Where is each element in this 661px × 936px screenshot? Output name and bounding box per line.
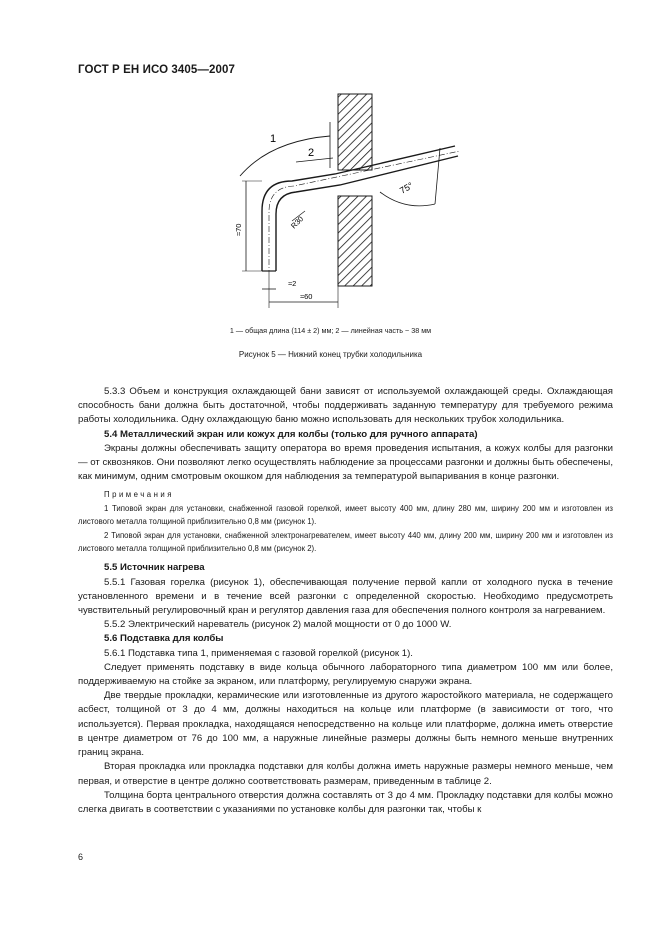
figure-caption: 1 — общая длина (114 ± 2) мм; 2 — линейная часть ~ 38 мм [229,326,432,335]
paragraph: Следует применять подставку в виде кольца обычного лабораторного типа диаметром 100 мм или более, поддерживаемую на стойке за экраном, или платформу, регулируемую снаружи экрана. [78,661,613,688]
paragraph: 5.5.1 Газовая горелка (рисунок 1), обеспечивающая получение первой капли от холодного пуска в течение установленного времени и в течение всей разгонки с определенной скоростью. Необходимо предусмотреть чувствительный регулировочный кран и регулятор давления газа для обеспечения полного контроля за нагреванием. [78,576,613,617]
radius-label: R30 [289,214,306,231]
wall-upper [338,94,372,170]
page-number: 6 [78,852,84,862]
paragraph: Толщина борта центрального отверстия должна составлять от 3 до 4 мм. Прокладку подставки для колбы можно слегка двигать в соответствии с указаниями по установке колбы для разгонки так, чтобы к [78,789,613,815]
leader-1 [240,136,330,176]
paragraph: 5.3.3 Объем и конструкция охлаждающей бани зависят от используемой охлаждающей среды. Охлаждающая способность бани должна быть достаточной, чтобы поддерживать заданную температуру для требуемого режима работы холодильника. Одну охлаждающую баню можно использовать для нескольких трубок холодильника. [78,386,613,426]
width-label: ≈60 [300,292,313,301]
height-label: ≈70 [234,223,243,236]
notes-heading: Примечания [104,490,175,500]
wall-lower [338,196,372,286]
condenser-tube-figure [230,86,480,316]
figure-title: Рисунок 5 — Нижний конец трубки холодильника [238,350,423,359]
section-heading: 5.6 Подставка для колбы [104,633,224,645]
paragraph: 5.5.2 Электрический нареватель (рисунок 2) малой мощности от 0 до 1000 W. [104,619,452,631]
notes-block [78,488,613,555]
note: 2 Типовой экран для установки, снабженной электронагревателем, имеет высоту 440 мм, длину 200 мм, ширину 200 мм и изготовлен из листового металла толщиной приблизительно 0,8 мм (рисунок 2). [78,530,613,554]
paragraph: 5.6.1 Подставка типа 1, применяемая с газовой горелкой (рисунок 1). [104,647,413,659]
note: 1 Типовой экран для установки, снабженной газовой горелкой, имеет высоту 400 мм, длину 280 мм, ширину 200 мм и изготовлен из листового металла толщиной приблизительно 0,8 мм (рисунок 1). [78,503,613,527]
paragraph: Вторая прокладка или прокладка подставки для колбы должна иметь наружные размеры немного меньше, чем первая, и отверстие в центре должно соответствовать размерам, приведенным в таблице 2. [78,761,613,787]
wall-label: ≈2 [288,279,297,288]
paragraph: Две твердые прокладки, керамические или изготовленные из другого жаростойкого материала, не содержащего асбест, толщиной от 3 до 4 мм, должны находиться на кольце или платформе (в зависимости от того, что используется). Первая прокладка, находящаяся непосредственно на кольце или платформе, должна иметь отверстие в центре диаметром от 76 до 100 мм, а наружные линейные размеры должны быть немного меньше внутренних границ экрана. [78,690,613,759]
body-text [78,385,613,817]
paragraph: Экраны должны обеспечивать защиту оператора во время проведения испытания, а кожух колбы для разгонки — от сквозняков. Они позволяют легко осуществлять наблюдение за процессами разгонки и должны быть обеспечены, как минимум, одним смотровым окошком для наблюдения за температурой выпаривания в конце разгонки. [78,442,613,483]
document-header: ГОСТ Р ЕН ИСО 3405—2007 [78,64,235,76]
label-2: 2 [308,147,315,159]
angle-label: 75° [398,180,415,196]
section-heading: 5.5 Источник нагрева [104,562,205,574]
label-1: 1 [270,133,277,145]
section-heading: 5.4 Металлический экран или кожух для колбы (только для ручного аппарата) [104,428,478,440]
